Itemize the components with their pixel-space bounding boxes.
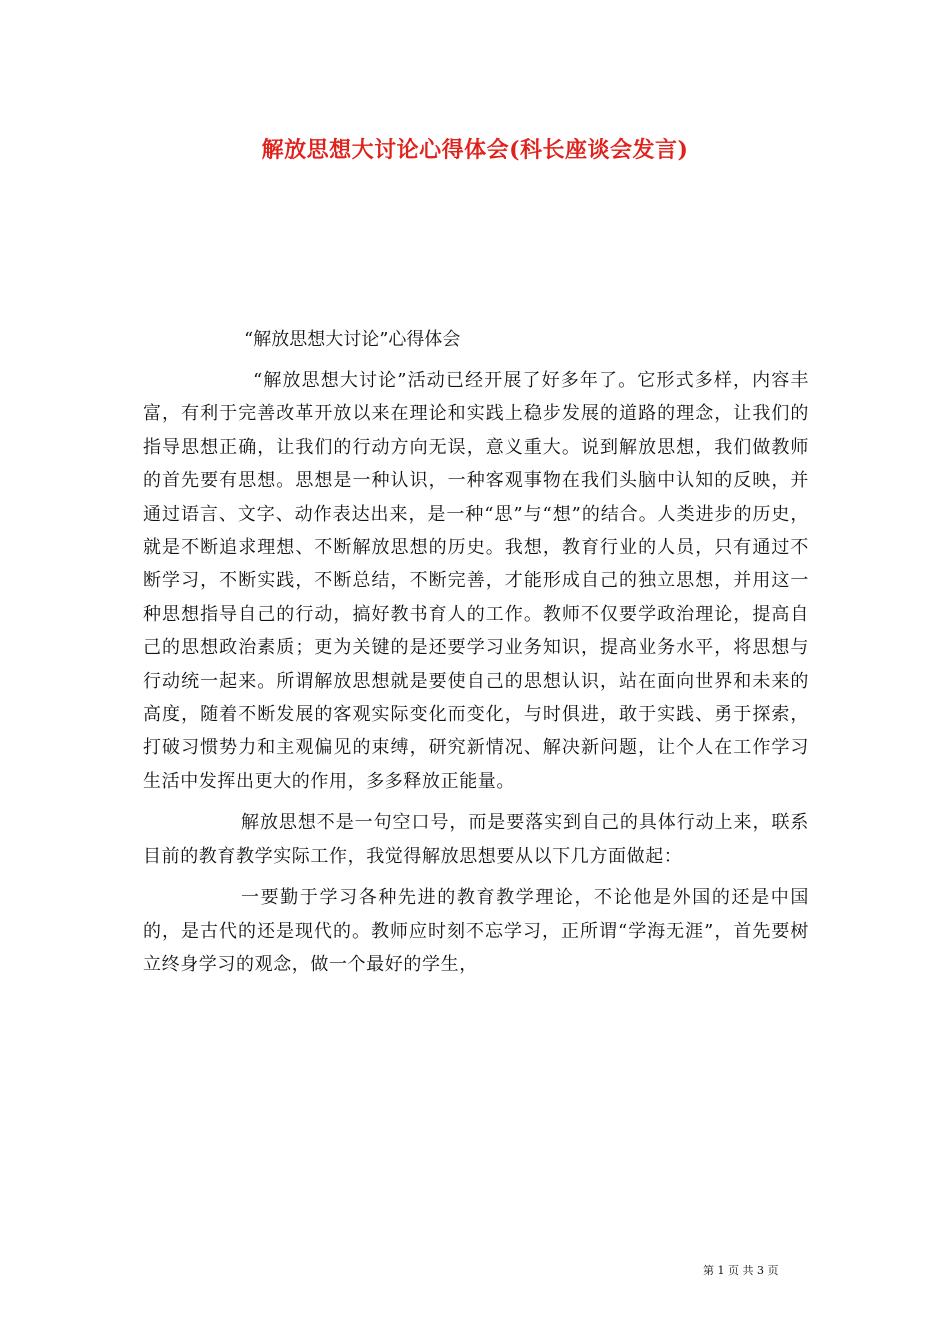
document-title: 解放思想大讨论心得体会(科长座谈会发言): [261, 137, 689, 163]
document-subtitle: “解放思想大讨论”心得体会: [244, 329, 461, 350]
paragraph-2: 解放思想不是一句空口号，而是要落实到自己的具体行动上来，联系目前的教育教学实际工作，我觉得解放思想要从以下几方面做起：: [143, 812, 809, 867]
paragraph-1: “解放思想大讨论”活动已经开展了好多年了。它形式多样，内容丰富，有利于完善改革开放以来在理论和实践上稳步发展的道路的理念，让我们的指导思想正确，让我们的行动方向无误，意义重大。说到解放思想，我们做教师的首先要有思想。思想是一种认识，一种客观事物在我们头脑中认知的反映，并通过语言、文字、动作表达出来，是一种“思”与“想”的结合。人类进步的历史，就是不断追求理想、不断解放思想的历史。我想，教育行业的人员，只有通过不断学习，不断实践，不断总结，不断完善，才能形成自己的独立思想，并用这一种思想指导自己的行动，搞好教书育人的工作。教师不仅要学政治理论，提高自己的思想政治素质；更为关键的是还要学习业务知识，提高业务水平，将思想与行动统一起来。所谓解放思想就是要使自己的思想认识，站在面向世界和未来的高度，随着不断发展的客观实际变化而变化，与时俱进，敢于实践、勇于探索，打破习惯势力和主观偏见的束缚，研究新情况、解决新问题，让个人在工作学习生活中发挥出更大的作用，多多释放正能量。: [143, 370, 809, 792]
page-number-footer: 第 1 页 共 3 页: [703, 1264, 779, 1277]
document-body: [143, 364, 809, 981]
paragraph-3: 一要勤于学习各种先进的教育教学理论，不论他是外国的还是中国的，是古代的还是现代的。教师应时刻不忘学习，正所谓“学海无涯”，首先要树立终身学习的观念，做一个最好的学生，: [143, 887, 809, 975]
